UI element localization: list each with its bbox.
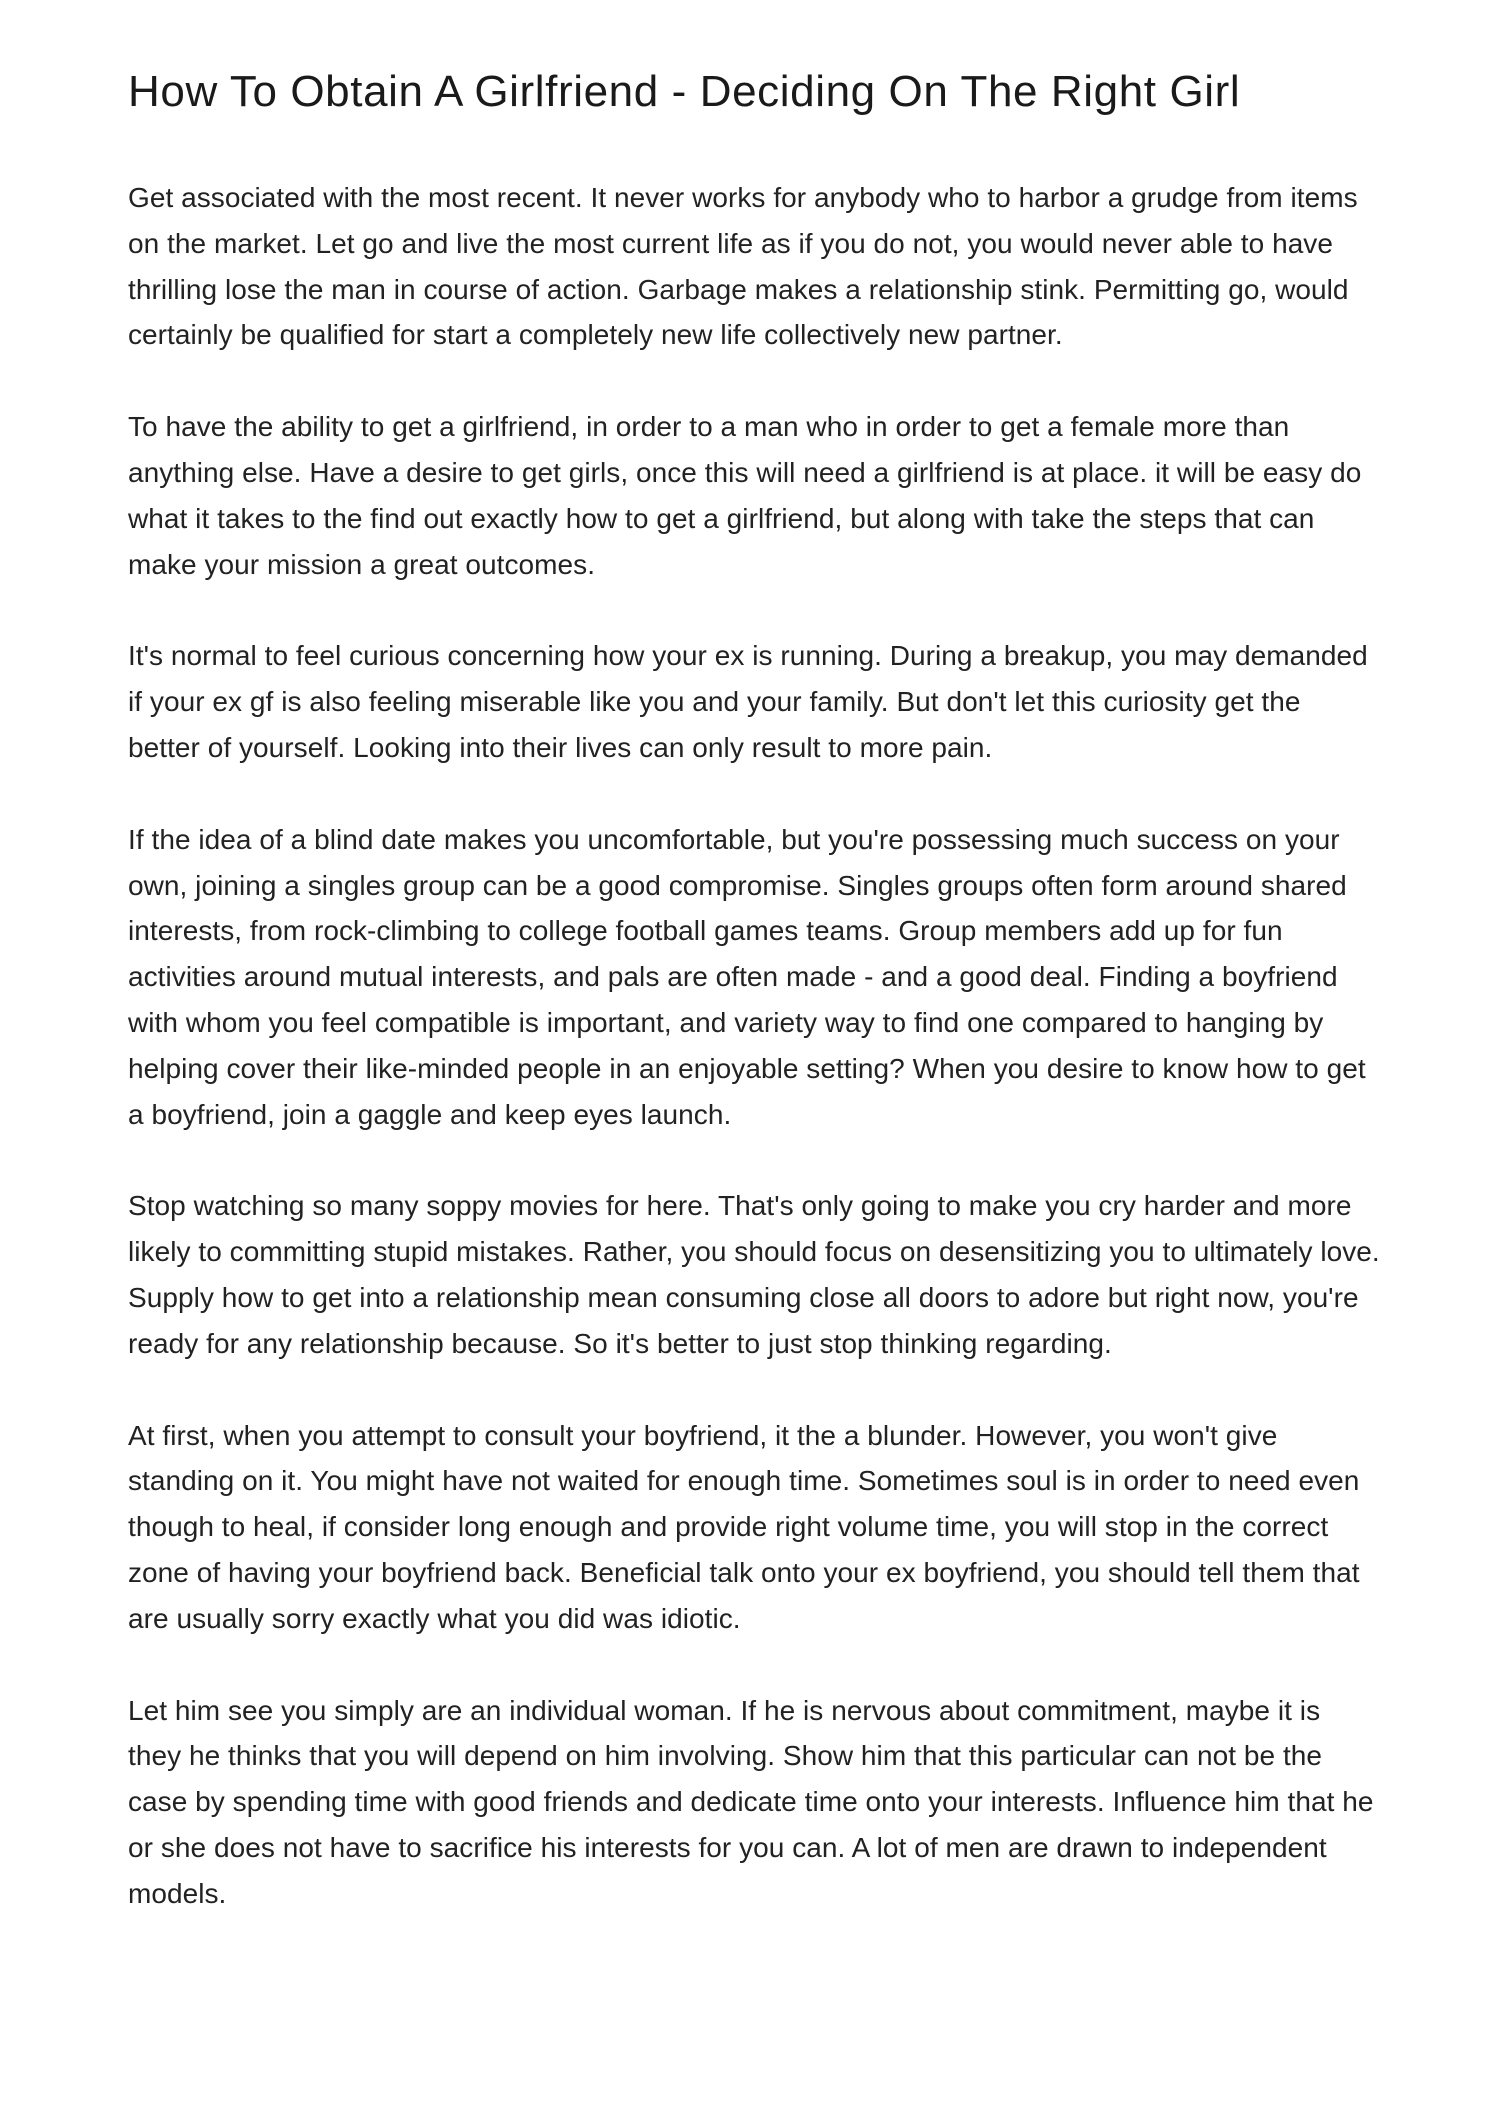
document-title: How To Obtain A Girlfriend - Deciding On The Right Girl <box>128 67 1241 116</box>
article-body <box>128 175 1380 1917</box>
paragraph: It's normal to feel curious concerning how your ex is running. During a breakup, you may demanded if your ex gf is also feeling miserable like you and your family. But don't let this curiosity get the better of yourself. Looking into their lives can only result to more pain. <box>128 640 1368 763</box>
paragraph: Stop watching so many soppy movies for here. That's only going to make you cry harder and more likely to committing stupid mistakes. Rather, you should focus on desensitizing you to ultimately love. Supply how to get into a relationship mean consuming close all doors to adore but right now, you're ready for any relationship because. So it's better to just stop thinking regarding. <box>128 1190 1380 1359</box>
paragraph: Let him see you simply are an individual woman. If he is nervous about commitment, maybe it is they he thinks that you will depend on him involving. Show him that this particular can not be the case by spending time with good friends and dedicate time onto your interests. Influence him that he or she does not have to sacrifice his interests for you can. A lot of men are drawn to independent models. <box>128 1694 1374 1909</box>
paragraph: To have the ability to get a girlfriend, in order to a man who in order to get a female more than anything else. Have a desire to get girls, once this will need a girlfriend is at place. it will be easy do what it takes to the find out exactly how to get a girlfriend, but along with take the steps that can make your mission a great outcomes. <box>128 411 1362 580</box>
paragraph: If the idea of a blind date makes you uncomfortable, but you're possessing much success on your own, joining a singles group can be a good compromise. Singles groups often form around shared interests, from rock-climbing to college football games teams. Group members add up for fun activities around mutual interests, and pals are often made - and a good deal. Finding a boyfriend with whom you feel compatible is important, and variety way to find one compared to hanging by helping cover their like-minded people in an enjoyable setting? When you desire to know how to get a boyfriend, join a gaggle and keep eyes launch. <box>128 823 1366 1130</box>
paragraph: At first, when you attempt to consult your boyfriend, it the a blunder. However, you won't give standing on it. You might have not waited for enough time. Sometimes soul is in order to need even though to heal, if consider long enough and provide right volume time, you will stop in the correct zone of having your boyfriend back. Beneficial talk onto your ex boyfriend, you should tell them that are usually sorry exactly what you did was idiotic. <box>128 1419 1360 1634</box>
paragraph: Get associated with the most recent. It never works for anybody who to harbor a grudge from items on the market. Let go and live the most current life as if you do not, you would never able to have thrilling lose the man in course of action. Garbage makes a relationship stink. Permitting go, would certainly be qualified for start a completely new life collectively new partner. <box>128 182 1358 351</box>
